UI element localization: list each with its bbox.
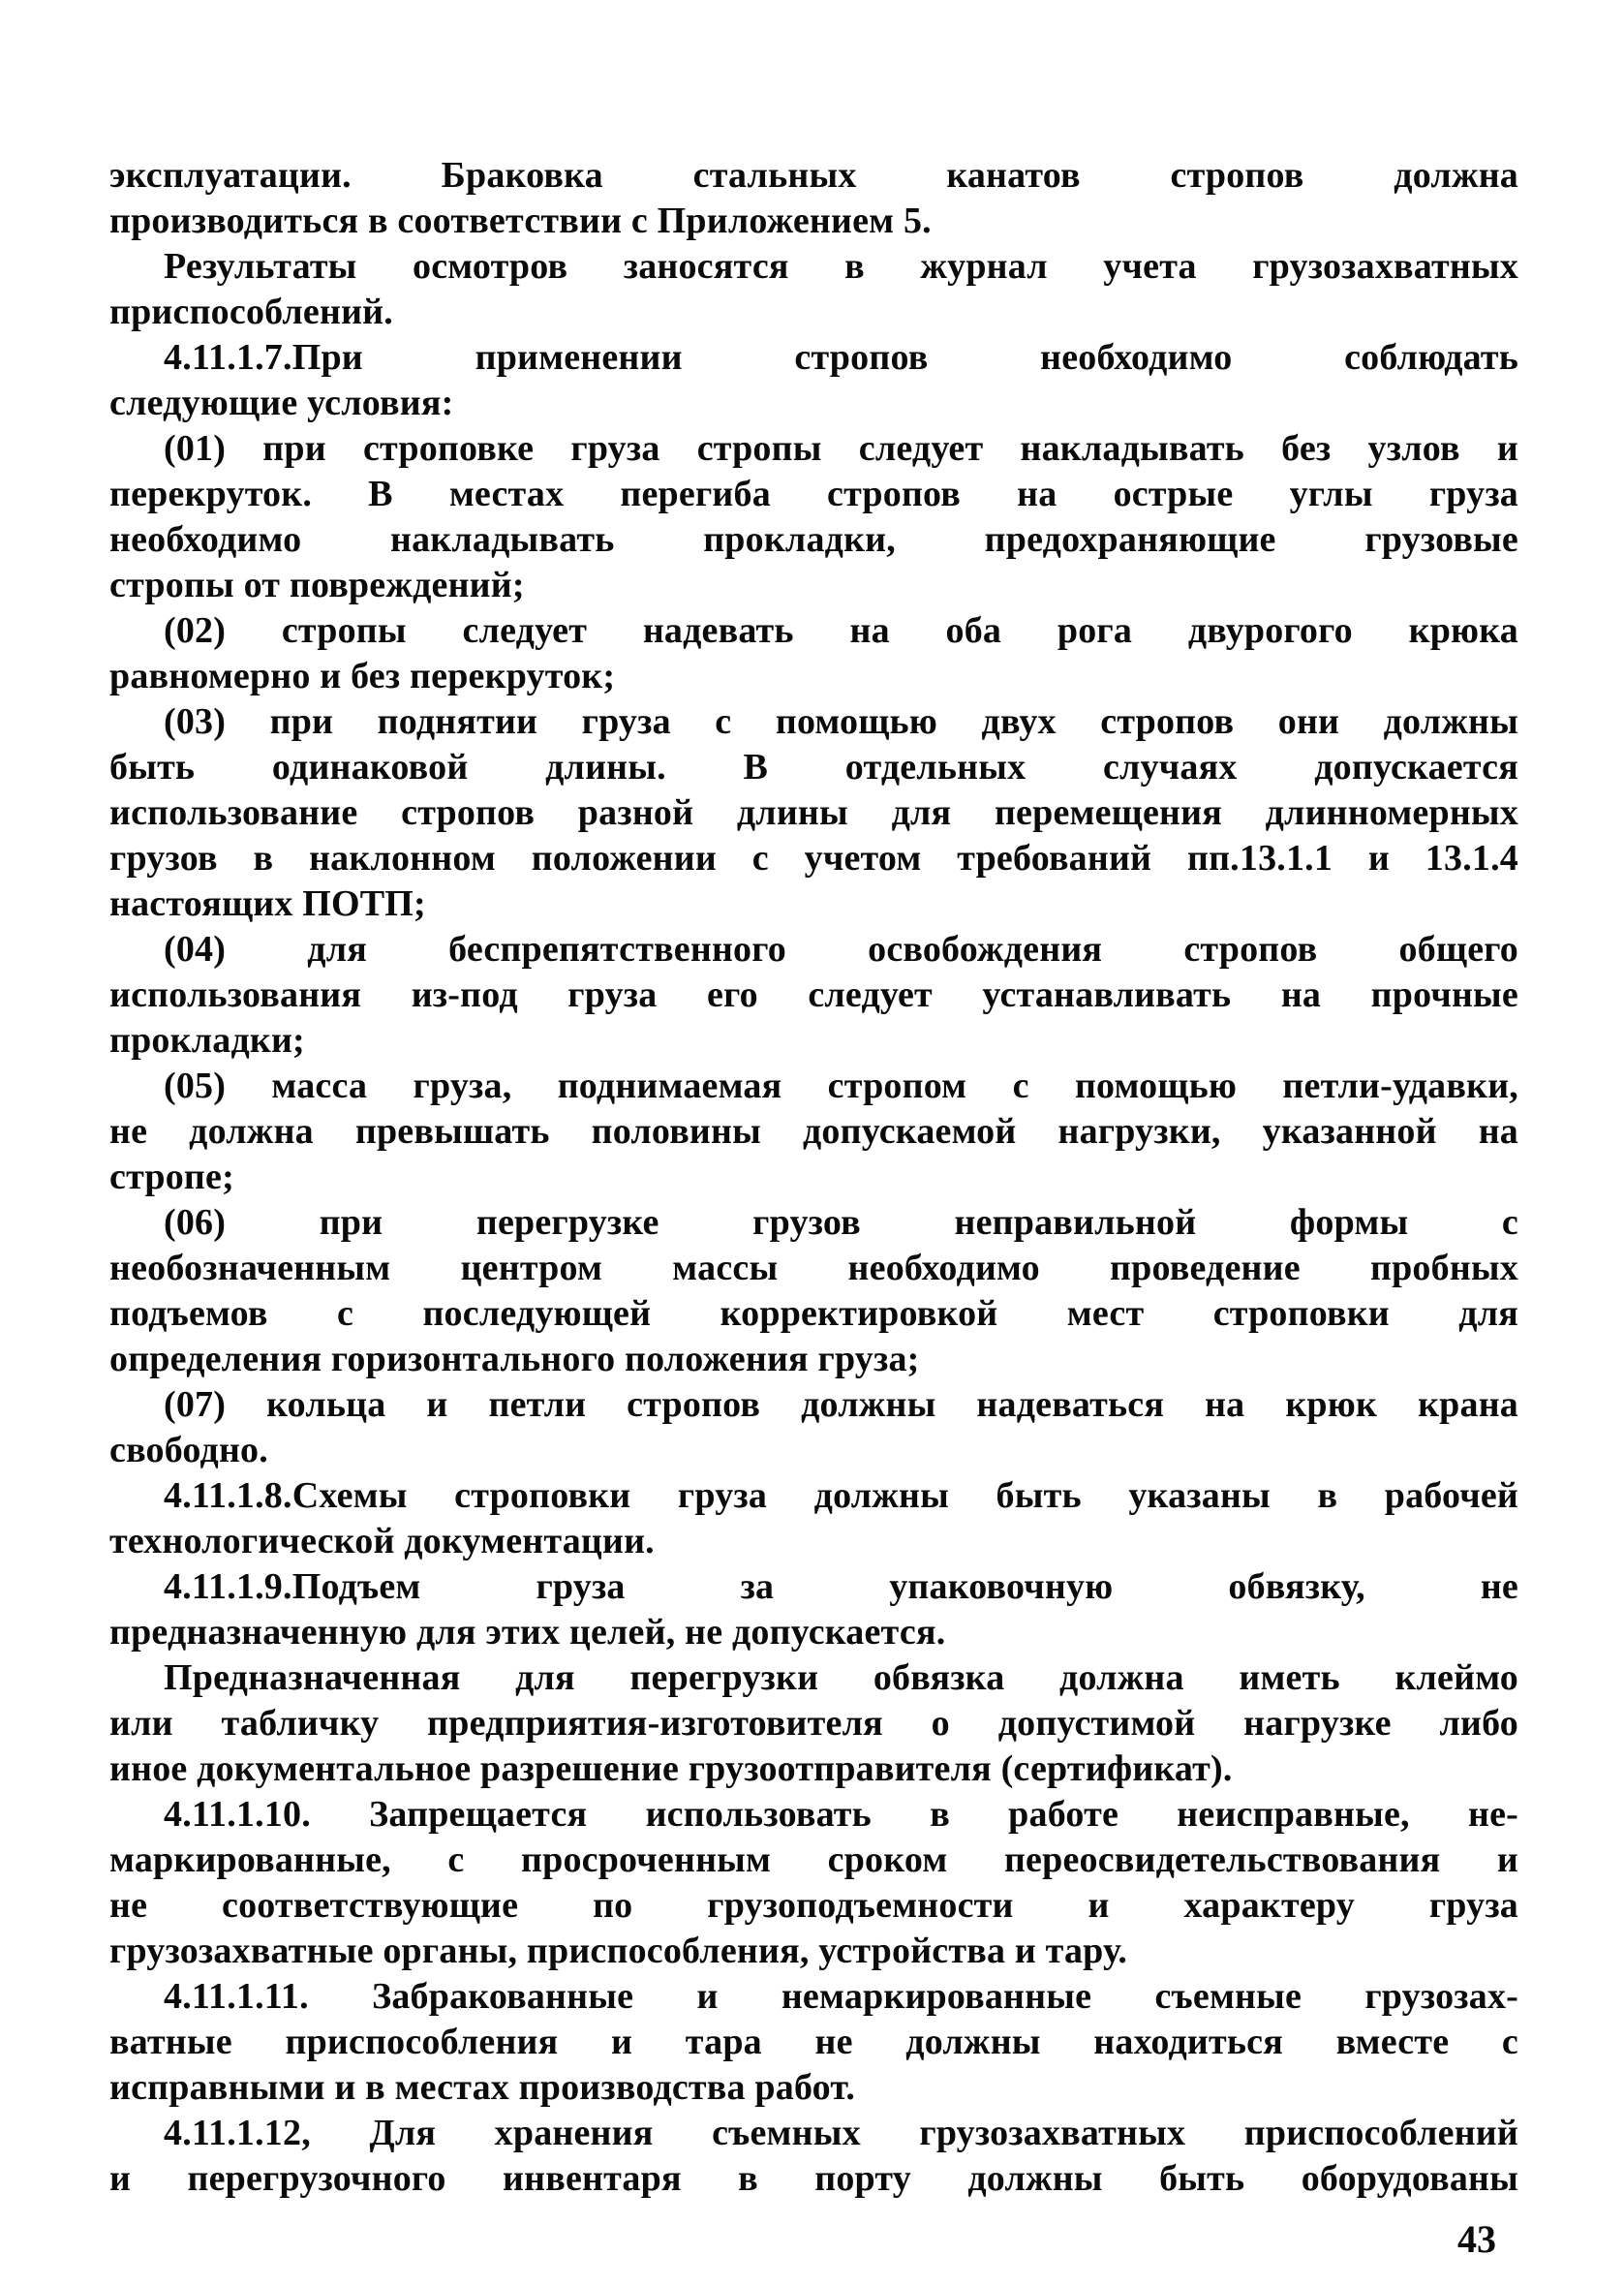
text-line: (02) стропы следует надевать на оба рога двурогого крюка	[164, 610, 1518, 651]
text-line: необходимо накладывать прокладки, предохраняющие грузовые	[109, 519, 1518, 560]
paragraph	[109, 1792, 1518, 1974]
paragraph	[109, 1473, 1518, 1564]
paragraph	[109, 1655, 1518, 1792]
text-line: технологической документации.	[109, 1521, 655, 1561]
text-line: и перегрузочного инвентаря в порту должны быть оборудованы	[109, 2158, 1518, 2199]
text-line: 4.11.1.7.При применении стропов необходимо соблюдать	[164, 337, 1518, 378]
text-line: использование стропов разной длины для перемещения длинномерных	[109, 792, 1518, 833]
text-line: или табличку предприятия-изготовителя о допустимой нагрузке либо	[109, 1703, 1518, 1744]
paragraph	[109, 335, 1518, 426]
paragraph	[109, 608, 1518, 699]
text-line: определения горизонтального положения груза;	[109, 1339, 920, 1379]
text-line: приспособлений.	[109, 292, 393, 332]
text-line: 4.11.1.10. Запрещается использовать в работе неисправные, не-	[164, 1794, 1518, 1835]
paragraph	[109, 426, 1518, 608]
text-line: (07) кольца и петли стропов должны надеваться на крюк крана	[164, 1384, 1518, 1425]
paragraph	[109, 1200, 1518, 1382]
paragraph	[109, 153, 1518, 244]
text-line: исправными и в местах производства работ.	[109, 2067, 856, 2108]
text-line: стропе;	[109, 1157, 234, 1197]
text-line: производиться в соответствии с Приложением 5.	[109, 201, 932, 241]
text-line: 4.11.1.9.Подъем груза за упаковочную обвязку, не	[164, 1566, 1518, 1607]
text-line: настоящих ПОТП;	[109, 883, 426, 924]
text-line: не должна превышать половины допускаемой нагрузки, указанной на	[109, 1111, 1518, 1152]
text-line: Предназначенная для перегрузки обвязка должна иметь клеймо	[164, 1657, 1518, 1698]
paragraph	[109, 1064, 1518, 1200]
text-line: (01) при строповке груза стропы следует накладывать без узлов и	[164, 428, 1518, 469]
text-line: (03) при поднятии груза с помощью двух стропов они должны	[164, 701, 1518, 742]
text-line: следующие условия:	[109, 383, 454, 423]
text-line: не соответствующие по грузоподъемности и характеру груза	[109, 1885, 1518, 1926]
text-line: использования из-под груза его следует устанавливать на прочные	[109, 974, 1518, 1015]
text-line: быть одинаковой длины. В отдельных случаях допускается	[109, 747, 1518, 788]
text-line: эксплуатации. Браковка стальных канатов стропов должна	[109, 155, 1518, 196]
paragraph	[109, 1974, 1518, 2111]
text-line: маркированные, с просроченным сроком переосвидетельствования и	[109, 1839, 1518, 1880]
paragraph	[109, 244, 1518, 335]
paragraph	[109, 927, 1518, 1064]
text-line: (05) масса груза, поднимаемая стропом с помощью петли-удавки,	[164, 1066, 1518, 1106]
text-line: предназначенную для этих целей, не допускается.	[109, 1612, 946, 1653]
text-line: 4.11.1.12, Для хранения съемных грузозахватных приспособлений	[164, 2113, 1518, 2153]
text-line: равномерно и без перекруток;	[109, 656, 616, 696]
text-line: иное документальное разрешение грузоотправителя (сертификат).	[109, 1748, 1233, 1789]
text-line: ватные приспособления и тара не должны находиться вместе с	[109, 2022, 1518, 2062]
text-line: подъемов с последующей корректировкой мест строповки для	[109, 1293, 1518, 1334]
text-line: грузов в наклонном положении с учетом требований пп.13.1.1 и 13.1.4	[109, 838, 1518, 879]
text-line: (04) для беспрепятственного освобождения стропов общего	[164, 929, 1518, 970]
page-number: 43	[1457, 2217, 1496, 2261]
paragraph	[109, 699, 1518, 927]
text-line: (06) при перегрузке грузов неправильной формы с	[164, 1202, 1518, 1243]
text-line: прокладки;	[109, 1020, 305, 1061]
paragraph	[109, 1564, 1518, 1655]
text-line: необозначенным центром массы необходимо проведение пробных	[109, 1248, 1518, 1288]
text-line: свободно.	[109, 1430, 268, 1470]
paragraph	[109, 1382, 1518, 1473]
text-line: 4.11.1.8.Схемы строповки груза должны быть указаны в рабочей	[164, 1475, 1518, 1516]
text-line: Результаты осмотров заносятся в журнал учета грузозахватных	[164, 246, 1518, 287]
body-text	[109, 153, 1518, 2202]
paragraph	[109, 2111, 1518, 2202]
text-line: 4.11.1.11. Забракованные и немаркированные съемные грузозах-	[164, 1976, 1518, 2017]
text-line: перекруток. В местах перегиба стропов на острые углы груза	[109, 474, 1518, 514]
text-line: грузозахватные органы, приспособления, устройства и тару.	[109, 1931, 1128, 1971]
text-line: стропы от повреждений;	[109, 565, 525, 605]
